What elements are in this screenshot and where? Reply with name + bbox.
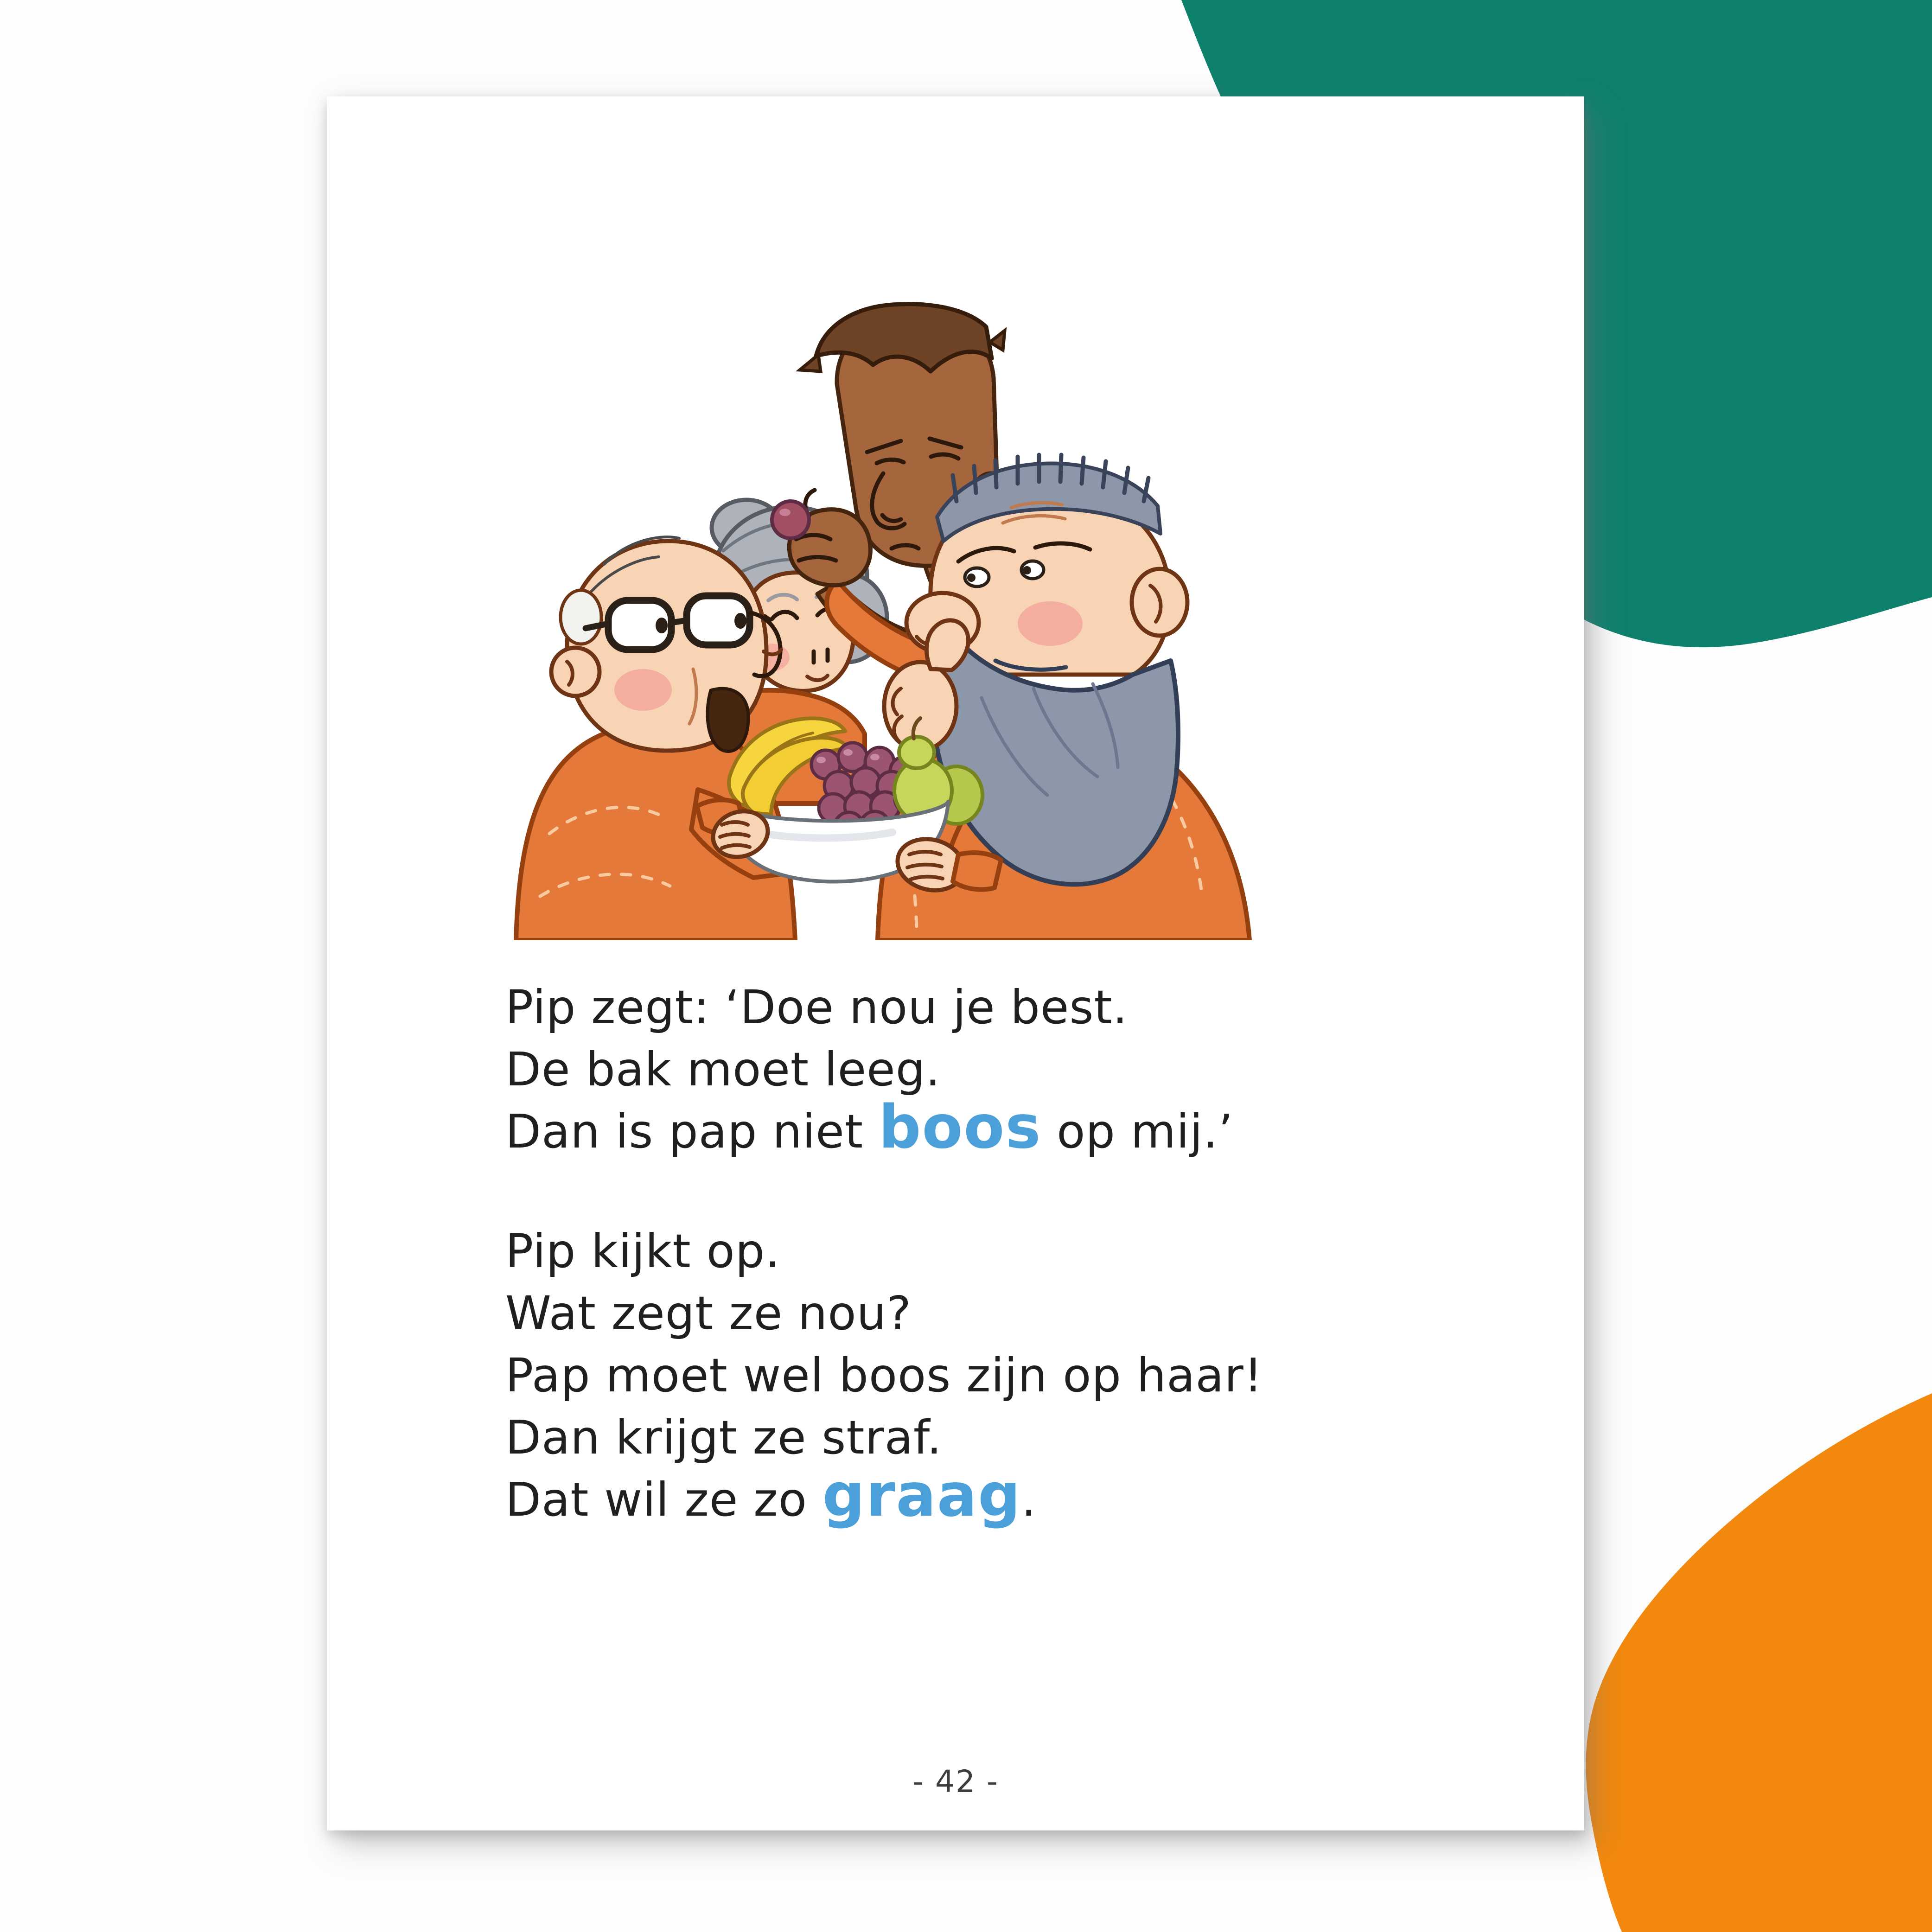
book-page: [327, 96, 1584, 1830]
story-paragraph-1: [505, 976, 1263, 1163]
story-line: [505, 1282, 1263, 1345]
line-text: Dat wil ze zo: [505, 1473, 823, 1527]
line-text: De bak moet leeg.: [505, 1042, 941, 1097]
line-text: .: [1021, 1473, 1037, 1527]
story-line: [505, 1345, 1263, 1407]
line-text: Dan krijgt ze straf.: [505, 1410, 942, 1465]
story-text: [505, 976, 1263, 1531]
story-line: [505, 1039, 1263, 1101]
line-text: Pap moet wel boos zijn op haar!: [505, 1348, 1263, 1403]
line-text: Dan is pap niet: [505, 1104, 879, 1159]
story-illustration: [512, 298, 1254, 940]
highlight-word-graag: graag: [822, 1461, 1021, 1530]
story-line: [505, 1461, 1263, 1531]
line-text: Wat zegt ze nou?: [505, 1286, 912, 1340]
orange-blob-decoration: [1586, 1393, 1932, 1932]
line-text: op mij.’: [1041, 1104, 1234, 1159]
story-paragraph-2: [505, 1220, 1263, 1531]
story-line: [505, 1220, 1263, 1282]
line-text: Pip zegt: ‘Doe nou je best.: [505, 980, 1128, 1034]
story-line: [505, 976, 1263, 1039]
highlight-word-boos: boos: [878, 1093, 1042, 1162]
line-text: Pip kijkt op.: [505, 1224, 780, 1278]
story-line: [505, 1407, 1263, 1469]
grape-in-hand: [772, 501, 809, 538]
page-number-label: - 42 -: [912, 1764, 999, 1799]
story-line: [505, 1093, 1263, 1163]
